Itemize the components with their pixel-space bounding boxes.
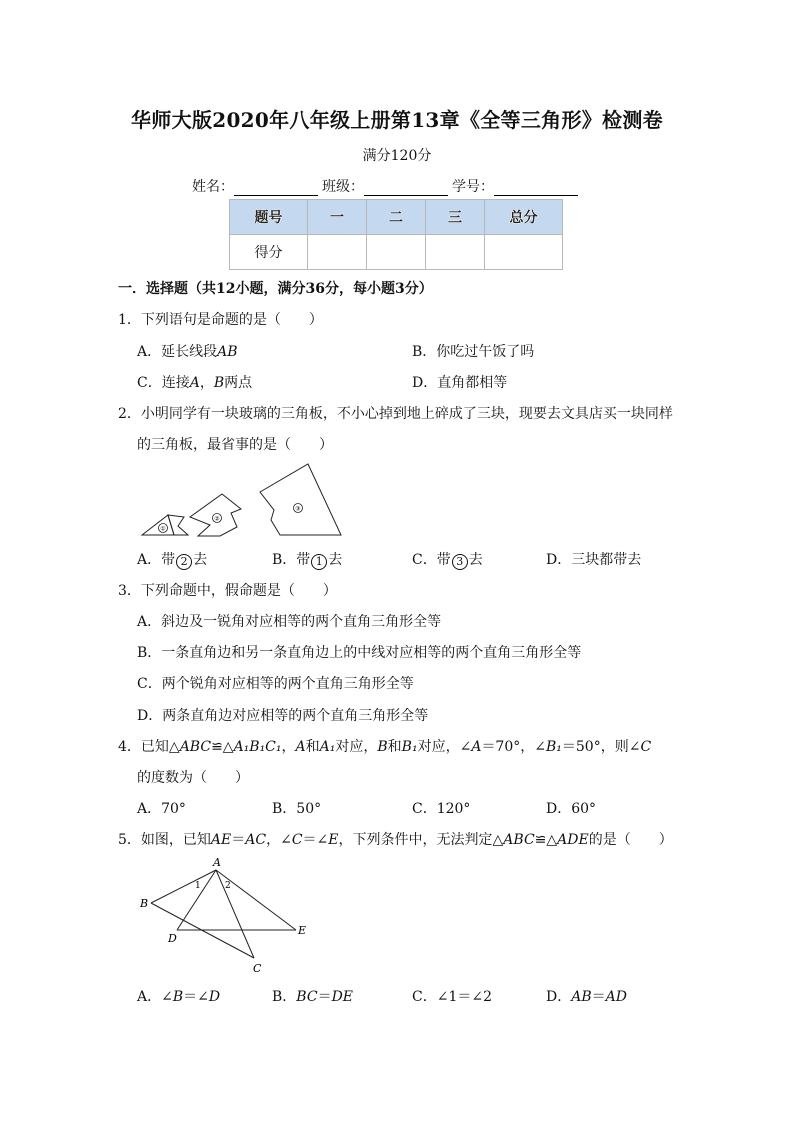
q5-d-var1: AB	[571, 989, 592, 1005]
q5-t2: ＝	[231, 832, 246, 848]
q5-a-var2: D	[208, 989, 221, 1005]
q2-c-tail: 去	[468, 552, 483, 568]
q1-option-a[interactable]	[137, 341, 238, 361]
piece-3-label: ③	[295, 505, 301, 513]
q4-t4: 和	[305, 739, 320, 755]
q2-b-text: B．带	[272, 552, 311, 568]
angle-1-label: 1	[195, 881, 201, 891]
angle-2-label: 2	[225, 881, 231, 891]
score-table	[229, 199, 563, 270]
vertex-c-label: C	[253, 962, 262, 975]
name-field[interactable]	[234, 181, 318, 196]
q4-v4: A₁	[319, 739, 336, 755]
section-heading: 一．选择题（共12小题，满分36分，每小题3分）	[118, 281, 433, 297]
q2-a-circled-number: 2	[176, 554, 192, 570]
score-cell-1[interactable]	[308, 235, 367, 270]
score-table-row	[230, 235, 563, 270]
segment-ad	[177, 870, 216, 930]
q5-b-var2: DE	[331, 989, 354, 1005]
q5-v2: AC	[245, 832, 267, 848]
q4-v8: B₁	[545, 739, 562, 755]
q4-option-c[interactable]: C．120°	[412, 801, 471, 817]
q1-c-sep: ，	[199, 375, 214, 391]
triangle-figure	[136, 855, 316, 980]
q5-v5: ABC	[503, 832, 535, 848]
q5-d-text: D．	[546, 989, 572, 1005]
student-info-line	[192, 176, 582, 196]
q1-a-text: A．延长线段	[137, 344, 218, 360]
vertex-d-label: D	[168, 932, 177, 945]
q5-t6: ≌△	[534, 832, 558, 848]
q4-v6: B₁	[401, 739, 418, 755]
q4-option-a[interactable]: A．70°	[137, 801, 186, 817]
q3-option-b[interactable]: B．一条直角边和另一条直角边上的中线对应相等的两个直角三角形全等	[137, 645, 582, 661]
q5-b-text: B．	[272, 989, 297, 1005]
q3-option-d[interactable]: D．两条直角边对应相等的两个直角三角形全等	[137, 708, 429, 724]
q2-option-b[interactable]	[272, 549, 342, 570]
page-title: 华师大版2020年八年级上册第13章《全等三角形》检测卷	[131, 108, 663, 132]
q5-option-c[interactable]: C．∠1＝∠2	[412, 989, 492, 1005]
q4-t8: ＝70°，∠	[481, 739, 546, 755]
q5-t3: ，∠	[266, 832, 292, 848]
segment-ab	[151, 870, 216, 903]
q5-d-var2: AD	[605, 989, 627, 1005]
q2-a-tail: 去	[193, 552, 208, 568]
question-2-line-1: 2．小明同学有一块玻璃的三角板，不小心掉到地上碎成了三块，现要去文具店买一块同样	[118, 406, 673, 422]
question-4-line-2: 的度数为（ ）	[137, 770, 249, 786]
q1-c-var1: A	[189, 375, 200, 391]
id-label: 学号：	[452, 179, 494, 195]
header-part-3: 三	[426, 200, 485, 235]
question-3: 3．下列命题中，假命题是（ ）	[118, 583, 337, 599]
q5-d-sep: ＝	[591, 989, 606, 1005]
q4-t3: ，	[281, 739, 296, 755]
q2-b-circled-number: 1	[311, 554, 327, 570]
q1-option-d[interactable]: D．直角都相等	[412, 375, 508, 391]
q5-option-b[interactable]	[272, 986, 353, 1006]
name-label: 姓名：	[192, 179, 234, 195]
q4-option-d[interactable]: D．60°	[546, 801, 597, 817]
header-part-1: 一	[308, 200, 367, 235]
header-part-2: 二	[367, 200, 426, 235]
q3-option-a[interactable]: A．斜边及一锐角对应相等的两个直角三角形全等	[137, 614, 442, 630]
q1-option-c[interactable]	[137, 372, 252, 392]
piece-3-shape	[260, 464, 341, 535]
piece-1-fragment	[168, 515, 188, 535]
q4-v2: A₁B₁C₁	[233, 739, 282, 755]
id-field[interactable]	[494, 181, 578, 196]
piece-2-label: ②	[214, 515, 220, 523]
segment-ac	[216, 870, 254, 958]
score-row-label: 得分	[230, 235, 308, 270]
question-2-line-2: 的三角板，最省事的是（ ）	[137, 437, 333, 453]
q4-option-b[interactable]: B．50°	[272, 801, 322, 817]
q2-a-text: A．带	[137, 552, 176, 568]
q5-a-var1: B	[172, 989, 184, 1005]
q4-t5: 对应，	[335, 739, 378, 755]
q4-t2: ≌△	[211, 739, 234, 755]
score-cell-total[interactable]	[485, 235, 563, 270]
q3-option-c[interactable]: C．两个锐角对应相等的两个直角三角形全等	[137, 676, 414, 692]
q4-v9: C	[640, 739, 652, 755]
score-table-header	[230, 200, 563, 235]
q4-v5: B	[377, 739, 388, 755]
segment-ae	[216, 870, 296, 930]
q5-option-d[interactable]	[546, 986, 627, 1006]
q5-v3: C	[291, 832, 303, 848]
full-score-note: 满分120分	[362, 148, 432, 164]
q5-v6: ADE	[557, 832, 589, 848]
q1-a-var: AB	[217, 344, 238, 360]
q5-a-text: A．∠	[137, 989, 173, 1005]
q1-c-var2: B	[213, 375, 225, 391]
q5-v4: E	[328, 832, 339, 848]
q4-v7: A	[471, 739, 482, 755]
vertex-e-label: E	[298, 924, 307, 937]
q5-b-var1: BC	[296, 989, 318, 1005]
q5-b-sep: ＝	[317, 989, 332, 1005]
class-field[interactable]	[364, 181, 448, 196]
q2-c-circled-number: 3	[452, 554, 468, 570]
q2-option-d[interactable]: D．三块都带去	[546, 552, 642, 568]
q4-v3: A	[295, 739, 306, 755]
vertex-a-label: A	[213, 856, 221, 869]
q5-t4: ＝∠	[302, 832, 329, 848]
q4-v1: ABC	[179, 739, 212, 755]
q5-v1: AE	[210, 832, 232, 848]
q1-c-tail: 两点	[224, 375, 253, 391]
q4-t7: 对应，∠	[417, 739, 472, 755]
q5-option-a[interactable]	[137, 986, 220, 1006]
q2-option-c[interactable]	[412, 549, 483, 570]
piece-1-label: ①	[160, 525, 166, 533]
q4-t1: 4．已知△	[118, 739, 180, 755]
q2-b-tail: 去	[328, 552, 343, 568]
question-5	[118, 829, 673, 849]
q5-t1: 5．如图，已知	[118, 832, 211, 848]
vertex-b-label: B	[140, 897, 149, 910]
q4-t9: ＝50°，则∠	[561, 739, 641, 755]
score-cell-3[interactable]	[426, 235, 485, 270]
question-1: 1．下列语句是命题的是（ ）	[118, 312, 323, 328]
q1-option-b[interactable]: B．你吃过午饭了吗	[412, 344, 535, 360]
q1-c-text: C．连接	[137, 375, 190, 391]
q2-c-text: C．带	[412, 552, 451, 568]
header-total: 总分	[485, 200, 563, 235]
question-4-line-1	[118, 736, 651, 756]
header-question-no: 题号	[230, 200, 308, 235]
q5-t5: ，下列条件中，无法判定△	[338, 832, 504, 848]
class-label: 班级：	[322, 179, 364, 195]
q5-a-sep: ＝∠	[183, 989, 209, 1005]
q5-t7: 的是（ ）	[588, 832, 673, 848]
broken-triangle-figure	[138, 460, 348, 540]
q2-option-a[interactable]	[137, 549, 207, 570]
q4-t6: 和	[387, 739, 402, 755]
score-cell-2[interactable]	[367, 235, 426, 270]
